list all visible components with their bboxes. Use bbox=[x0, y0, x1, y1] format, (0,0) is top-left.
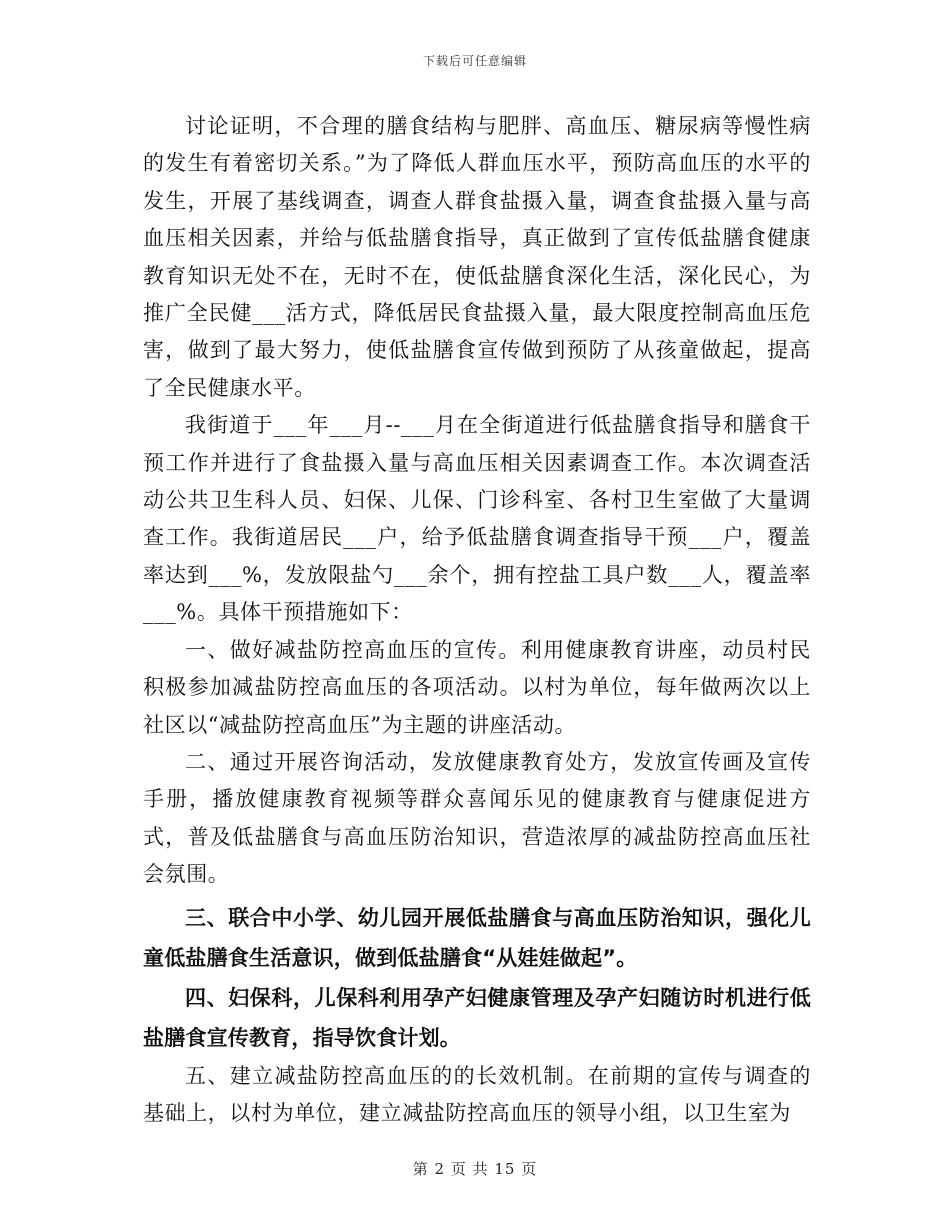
paragraph-measure-4: 四、妇保科，儿保科利用孕产妇健康管理及孕产妇随访时机进行低盐膳食宣传教育，指导饮食计划。 bbox=[143, 985, 811, 1050]
paragraph-measure-3: 三、联合中小学、幼儿园开展低盐膳食与高血压防治知识，强化儿童低盐膳食生活意识，做到低盐膳食“从娃娃做起”。 bbox=[143, 905, 811, 970]
paragraph-survey: 我街道于___年___月--___月在全街道进行低盐膳食指导和膳食干预工作并进行了食盐摄入量与高血压相关因素调查工作。本次调查活动公共卫生科人员、妇保、儿保、门诊科室、各村卫生室做了大量调查工作。我街道居民___户，给予低盐膳食调查指导干预___户，覆盖率达到___%，发放限盐勺___余个，拥有控盐工具户数___人，覆盖率___%。具体干预措施如下： bbox=[143, 413, 811, 625]
page-footer: 第 2 页 共 15 页 bbox=[412, 1160, 538, 1178]
paragraph-intro: 讨论证明，不合理的膳食结构与肥胖、高血压、糖尿病等慢性病的发生有着密切关系。”为了降低人群血压水平，预防高血压的水平的发生，开展了基线调查，调查人群食盐摄入量，调查食盐摄入量与高血压相关因素，并给与低盐膳食指导，真正做到了宣传低盐膳食健康教育知识无处不在，无时不在，使低盐膳食深化生活，深化民心，为推广全民健___活方式，降低居民食盐摄入量，最大限度控制高血压危害，做到了最大努力，使低盐膳食宣传做到预防了从孩童做起，提高了全民健康水平。 bbox=[143, 114, 811, 400]
paragraph-measure-1: 一、做好减盐防控高血压的宣传。利用健康教育讲座，动员村民积极参加减盐防控高血压的各项活动。以村为单位，每年做两次以上社区以“减盐防控高血压”为主题的讲座活动。 bbox=[143, 637, 811, 737]
document-body bbox=[143, 108, 811, 1132]
paragraph-measure-5: 五、建立减盐防控高血压的的长效机制。在前期的宣传与调查的基础上，以村为单位，建立减盐防控高血压的领导小组，以卫生室为 bbox=[143, 1063, 811, 1125]
page-header: 下载后可任意编辑 bbox=[422, 54, 527, 68]
paragraph-measure-2: 二、通过开展咨询活动，发放健康教育处方，发放宣传画及宣传手册，播放健康教育视频等群众喜闻乐见的健康教育与健康促进方式，普及低盐膳食与高血压防治知识，营造浓厚的减盐防控高血压社会氛围。 bbox=[143, 749, 811, 887]
